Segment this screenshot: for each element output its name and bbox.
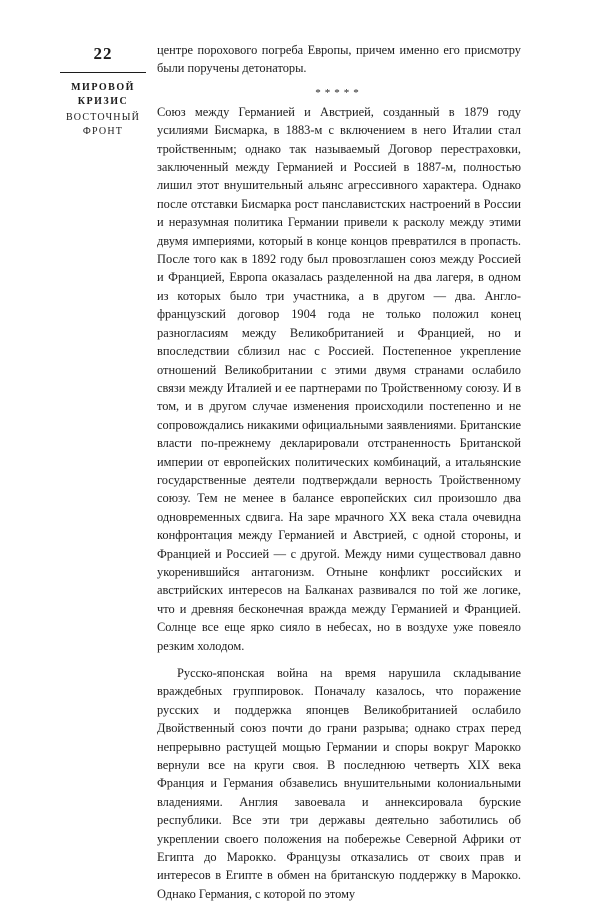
paragraph-1: Союз между Германией и Австрией, созданный в 1879 году усилиями Бисмарка, в 1883-м с включением в него Италии стал тройственным; однако так называемый Договор перестраховки, заключенный между Германией и Россией в 1887-м, полностью лишил этот внушительный альянс агрессивного характера. Однако после отставки Бисмарка рост панславистских настроений в России и неразумная политика Германии привели к расколу между этими двумя империями, который в конце концов превратился в пропасть. После того как в 1892 году был провозглашен союз между Россией и Францией, Европа оказалась разделенной на два лагеря, в одном из которых было три участника, а в другом — два. Англо-французский договор 1904 года не только положил конец разногласиям между Великобританией и Францией, но и впоследствии сблизил нас с Россией. Постепенное укрепление отношений Великобритании с этими двумя странами ослабило связи между Италией и ее партнерами по Тройственному союзу. И в том, и в другом случае изменения происходили постепенно и не сопровождались никакими официальными заявлениями. Британские власти по-прежнему декларировали отстраненность Британской империи от европейских политических комбинаций, а итальянские государственные деятели подтверждали верность Тройственному союзу. Тем не менее в балансе европейских сил произошло два одновременных сдвига. На заре мрачного XX века стала очевидна конфронтация между Германией и Австрией, с одной стороны, и Францией и Россией — с другой. Между ними существовал давно укоренившийся антагонизм. Отныне конфликт российских и австрийских интересов на Балканах развивался по той же логике, что и древняя бесконечная вражда между Германией и Францией. Солнце все еще ярко сияло в небесах, но в воздухе уже повеяло резким холодом. — [157, 104, 521, 653]
page-number: 22 — [93, 44, 113, 63]
body-text — [157, 41, 521, 903]
section-subtitle: ВОСТОЧНЫЙ ФРОНТ — [65, 112, 141, 137]
running-head — [60, 44, 146, 139]
section-title: МИРОВОЙ КРИЗИС — [71, 82, 135, 107]
section-separator: ***** — [315, 86, 363, 99]
header-rule — [60, 72, 146, 73]
continuation-paragraph: центре порохового погреба Европы, причем именно его присмотру были поручены детонаторы. — [157, 43, 521, 76]
paragraph-2: Русско-японская война на время нарушила складывание враждебных группировок. Поначалу казалось, что поражение русских и поддержка японцев Великобританией ослабило Двойственный союз почти до грани разрыва; однако страх перед непрерывно растущей мощью Германии и споры вокруг Марокко вернули все на круги своя. В последнюю четверть XIX века Франция и Германия обзавелись внушительными колониальными владениями. Англия завоевала и аннексировала бурские республики. Все эти три державы деятельно заботились об укреплении своего положения на побережье Северной Африки от Египта до Марокко. Французы отказались от своих прав и интересов в Египте в обмен на британскую поддержку в Марокко. Однако Германия, с которой по этому — [157, 666, 521, 901]
